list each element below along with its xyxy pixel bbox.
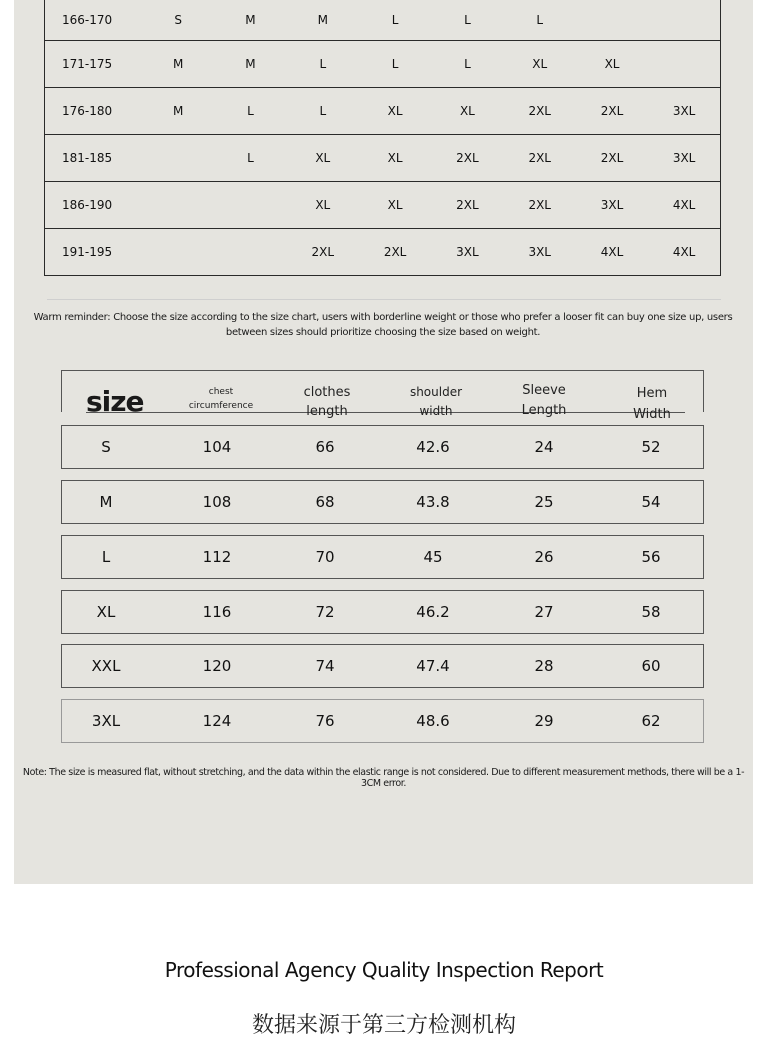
- size-cell: L: [504, 0, 576, 41]
- height-cell: 176-180: [45, 88, 143, 135]
- shoulder-cell: 43.8: [416, 493, 450, 511]
- hem-cell: 56: [641, 548, 661, 566]
- size-cell: M: [142, 88, 214, 135]
- size-cell: 2XL: [504, 182, 576, 229]
- measurement-row: [61, 480, 704, 524]
- size-cell: M: [142, 41, 214, 88]
- size-cell: 2XL: [431, 182, 503, 229]
- size-cell: L: [214, 135, 286, 182]
- sleeve-cell: 29: [534, 712, 554, 730]
- report-subtitle: 数据来源于第三方检测机构: [251, 1013, 516, 1038]
- shoulder-cell: 42.6: [416, 438, 450, 456]
- height-cell: 191-195: [45, 229, 143, 276]
- table-row: [45, 41, 721, 88]
- size-cell: [576, 0, 648, 41]
- measurement-row: [61, 590, 704, 634]
- chest-cell: 116: [202, 603, 232, 621]
- size-cell: L: [214, 88, 286, 135]
- height-cell: 186-190: [45, 182, 143, 229]
- size-cell: M: [287, 0, 359, 41]
- size-cell: 3XL: [648, 88, 720, 135]
- chest-cell: 108: [202, 493, 232, 511]
- report-title: Professional Agency Quality Inspection Report: [164, 958, 604, 982]
- size-cell: [214, 229, 286, 276]
- heading-line: Width: [633, 407, 671, 422]
- size-cell: [648, 0, 720, 41]
- size-cell: 2XL: [576, 135, 648, 182]
- measurement-row: [61, 699, 704, 743]
- length-cell: 72: [315, 603, 335, 621]
- warm-reminder-text: Warm reminder: Choose the size according to the size chart, users with borderline weight or those who prefer a looser fit can buy one size up, users between sizes should prioritize choosing the size based on weight.: [33, 312, 733, 338]
- sleeve-cell: 26: [534, 548, 554, 566]
- height-cell: 171-175: [45, 41, 143, 88]
- size-cell: XL: [576, 41, 648, 88]
- measurement-row: [61, 644, 704, 688]
- table-row: [45, 229, 721, 276]
- height-cell: 181-185: [45, 135, 143, 182]
- size-heading: size: [86, 385, 144, 418]
- size-cell: 2XL: [359, 229, 431, 276]
- chest-cell: 112: [202, 548, 232, 566]
- sleeve-cell: 27: [534, 603, 554, 621]
- size-cell: XL: [504, 41, 576, 88]
- size-cell: [648, 41, 720, 88]
- size-cell: XL: [287, 135, 359, 182]
- size-cell: XL: [359, 182, 431, 229]
- size-cell: L: [431, 0, 503, 41]
- chest-cell: 104: [202, 438, 232, 456]
- shoulder-cell: 46.2: [416, 603, 450, 621]
- length-cell: 74: [315, 657, 335, 675]
- size-cell: L: [431, 41, 503, 88]
- heading-line: Sleeve: [522, 383, 566, 398]
- measurement-row: [61, 535, 704, 579]
- hem-cell: 60: [641, 657, 661, 675]
- size-cell: 2XL: [287, 229, 359, 276]
- divider: [47, 299, 721, 300]
- size-cell: XL: [431, 88, 503, 135]
- size-cell: 4XL: [576, 229, 648, 276]
- table-row: [45, 182, 721, 229]
- size-cell: 3XL: [576, 182, 648, 229]
- chest-cell: 120: [202, 657, 232, 675]
- size-cell: 3XL: [504, 229, 576, 276]
- table-row: [45, 0, 721, 41]
- length-cell: 68: [315, 493, 335, 511]
- length-cell: 66: [315, 438, 335, 456]
- size-cell: 2XL: [431, 135, 503, 182]
- measurement-note: Note: The size is measured flat, without stretching, and the data within the elastic range is not considered. Due to different measurement methods, there will be a 1-3CM error.: [22, 767, 745, 789]
- chest-circumference-heading: [176, 385, 266, 413]
- size-cell: [142, 135, 214, 182]
- heading-line: clothes: [303, 385, 351, 400]
- shoulder-cell: 47.4: [416, 657, 450, 675]
- sleeve-cell: 24: [534, 438, 554, 456]
- size-cell: 4XL: [648, 182, 720, 229]
- size-cell: 2XL: [576, 88, 648, 135]
- shoulder-cell: 48.6: [416, 712, 450, 730]
- shoulder-width-heading: [391, 383, 481, 421]
- size-cell: [142, 182, 214, 229]
- size-cell: 3XL: [648, 135, 720, 182]
- size-cell: XL: [359, 88, 431, 135]
- sleeve-length-heading: [499, 381, 589, 421]
- sleeve-cell: 28: [534, 657, 554, 675]
- size-cell: M: [214, 41, 286, 88]
- length-cell: 70: [315, 548, 335, 566]
- chest-cell: 124: [202, 712, 232, 730]
- size-cell: S: [101, 438, 111, 456]
- size-cell: [214, 182, 286, 229]
- heading-line: Hem: [636, 386, 668, 401]
- table-row: [45, 88, 721, 135]
- size-cell: 3XL: [431, 229, 503, 276]
- size-cell: M: [99, 493, 113, 511]
- size-cell: 4XL: [648, 229, 720, 276]
- measurement-row: [61, 425, 704, 469]
- size-cell: L: [287, 88, 359, 135]
- size-cell: L: [101, 548, 111, 566]
- sleeve-cell: 25: [534, 493, 554, 511]
- size-cell: 2XL: [504, 135, 576, 182]
- hem-width-heading: [607, 383, 697, 425]
- heading-line: shoulder: [409, 385, 463, 399]
- shoulder-cell: 45: [423, 548, 443, 566]
- size-cell: XL: [96, 603, 116, 621]
- hem-cell: 54: [641, 493, 661, 511]
- heading-line: length: [306, 404, 348, 419]
- size-cell: M: [214, 0, 286, 41]
- size-cell: S: [142, 0, 214, 41]
- height-cell: 166-170: [45, 0, 143, 41]
- heading-line: circumference: [188, 401, 254, 411]
- size-cell: 3XL: [91, 712, 121, 730]
- size-cell: XL: [287, 182, 359, 229]
- size-cell: L: [359, 41, 431, 88]
- size-cell: L: [359, 0, 431, 41]
- clothes-length-heading: [282, 383, 372, 421]
- hem-cell: 58: [641, 603, 661, 621]
- size-cell: XXL: [91, 657, 121, 675]
- height-size-table: [44, 0, 721, 276]
- measurement-table-header: [61, 370, 704, 422]
- size-cell: 2XL: [504, 88, 576, 135]
- size-cell: [142, 229, 214, 276]
- heading-line: width: [419, 404, 453, 418]
- hem-cell: 62: [641, 712, 661, 730]
- size-cell: XL: [359, 135, 431, 182]
- table-row: [45, 135, 721, 182]
- heading-line: Length: [521, 403, 567, 418]
- heading-line: chest: [208, 387, 234, 397]
- size-cell: L: [287, 41, 359, 88]
- length-cell: 76: [315, 712, 335, 730]
- hem-cell: 52: [641, 438, 661, 456]
